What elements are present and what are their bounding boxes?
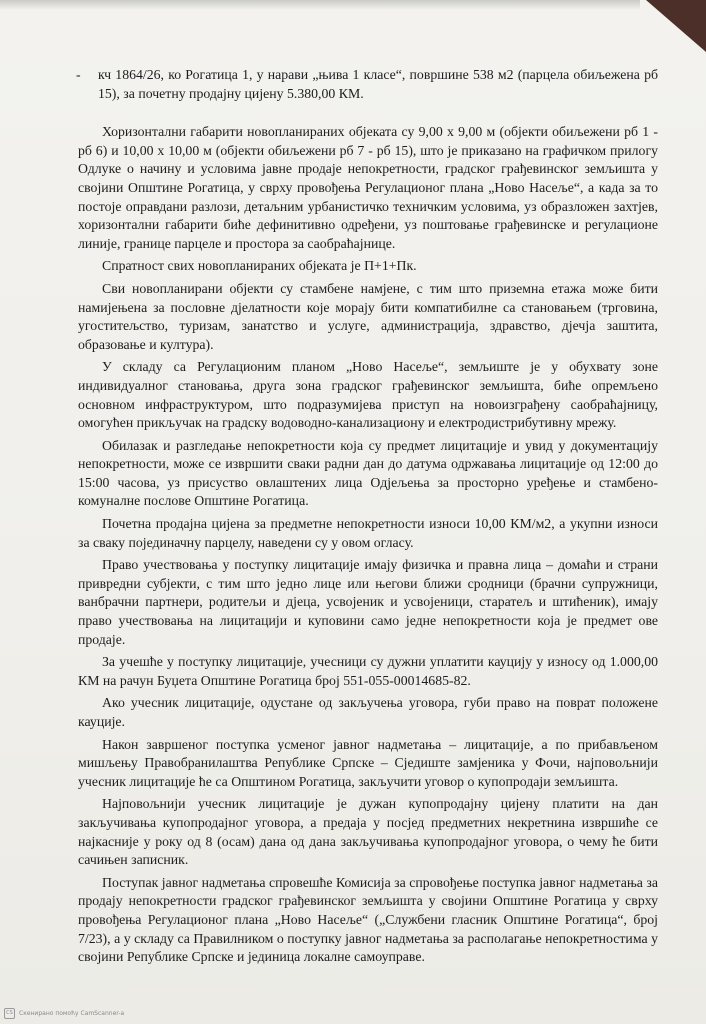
parcel-description: кч 1864/26, ко Рогатица 1, у нарави „њива 1 класе“, површине 538 м2 (парцела обиљежена рб 15), за почетну продајну цијену 5.380,00 КМ. bbox=[98, 67, 658, 101]
paragraph-commission: Поступак јавног надметања спровешће Комисија за спровођење поступка јавног надметања за продају непокретности градског грађевинског земљишта у својини Општине Рогатица у сврху провођења Регулационог плана „Ново Насеље“ („Службени гласник Општине Рогатица“, број 7/23), а у складу са Правилником о поступку јавног надметања за располагање непокретностима у својини Републике Српске и јединица локалне самоуправе. bbox=[78, 874, 658, 965]
scanner-watermark-text: Скенирано помоћу CamScanner-а bbox=[19, 1010, 125, 1017]
paragraph-inspection: Обилазак и разгледање непокретности која су предмет лицитације и увид у документацију непокретности, може се извршити сваки радни дан до датума одржавања лицитације од 12:00 до 15:00 часова, уз присуство овлаштених лица Одјељења за просторно уређење и стамбено-комуналне послове Општине Рогатица. bbox=[78, 437, 658, 509]
list-bullet: - bbox=[76, 67, 81, 82]
paragraph-contract: Након завршеног поступка усменог јавног надметања – лицитације, а по прибављеном мишљењу Правобранилаштва Републике Српске – Сједиште замјеника у Фочи, најповољнији учесник лицитације ће са Општином Рогатица, закључити уговор о купопродаји земљишта. bbox=[78, 736, 658, 789]
parcel-list-item bbox=[78, 66, 658, 103]
paragraph-payment: Најповољнији учесник лицитације је дужан купопродајну цијену платити на дан закључивања купопродајног уговора, а предаја у посјед предметних некретнина извршиће се најкасније у року од 8 (осам) дана од дана закључивања купопродајног уговора, о чему ће бити сачињен записник. bbox=[78, 796, 658, 868]
paragraph-eligibility: Право учествовања у поступку лицитације имају физичка и правна лица – домаћи и страни привредни субјекти, с тим што једно лице или његови ближи сродници (брачни супружници, ванбрачни партнери, родитељи и дјеца, усвојеник и усвојеници, старатељ и штићеник), имају право учествовања на лицитацији и куповини само једне непокретности која је предмет ове продаје. bbox=[78, 557, 658, 647]
scanner-watermark bbox=[4, 1008, 124, 1019]
page-corner-fold bbox=[646, 0, 706, 52]
camscanner-logo-icon: CS bbox=[4, 1008, 15, 1019]
scan-edge-shadow bbox=[0, 0, 640, 10]
paragraph-storeys: Спратност свих новопланираних објеката је П+1+Пк. bbox=[102, 258, 417, 274]
paragraph-price: Почетна продајна цијена за предметне непокретности износи 10,00 КМ/м2, а укупни износи за сваку појединачну парцелу, наведени су у овом огласу. bbox=[78, 516, 658, 550]
document-body bbox=[78, 66, 658, 971]
paragraph-deposit-loss: Ако учесник лицитације, одустане од закључења уговора, губи право на поврат положене кауције. bbox=[78, 695, 658, 729]
paragraph-zoning: У складу са Регулационим планом „Ново Насеље“, земљиште је у обухвату зоне индивидуалног становања, друга зона градског грађевинског земљишта, биће опремљено основном инфраструктуром, што подразумијева приступ на новоизграђену саобраћајницу, омогућен прикључак на градску водоводно-канализациону и електродистрибутивну мрежу. bbox=[78, 359, 658, 431]
paragraph-dimensions: Хоризонтални габарити новопланираних објеката су 9,00 х 9,00 м (објекти обиљежени рб 1 - рб 6) и 10,00 х 10,00 м (објекти обиљежени рб 7 - рб 15), што је приказано на графичком прилогу Одлуке о начину и условима јавне продаје непокретности, градског грађевинског земљишта у својини Општине Рогатица, у сврху провођења Регулационог плана „Ново Насеље“, а када за то постоје оправдани разлози, детаљним урбанистичко техничким условима, уз образложен захтјев, хоризонтални габарити биће дефинитивно одређени, уз поштовање грађевинске и регулационе линије, границе парцеле и простора за саобраћајнице. bbox=[78, 124, 658, 251]
paragraph-deposit: За учешће у поступку лицитације, учесници су дужни уплатити кауцију у износу од 1.000,00 КМ на рачун Буџета Општине Рогатица број 551-055-00014685-82. bbox=[78, 654, 658, 688]
paragraph-purpose: Сви новопланирани објекти су стамбене намјене, с тим што приземна етажа може бити намијењена за пословне дјелатности које морају бити компатибилне са становањем (трговина, угоститељство, туризам, занатство и услуге, администрација, здравство, дјечја заштита, образовање и култура). bbox=[78, 280, 658, 352]
